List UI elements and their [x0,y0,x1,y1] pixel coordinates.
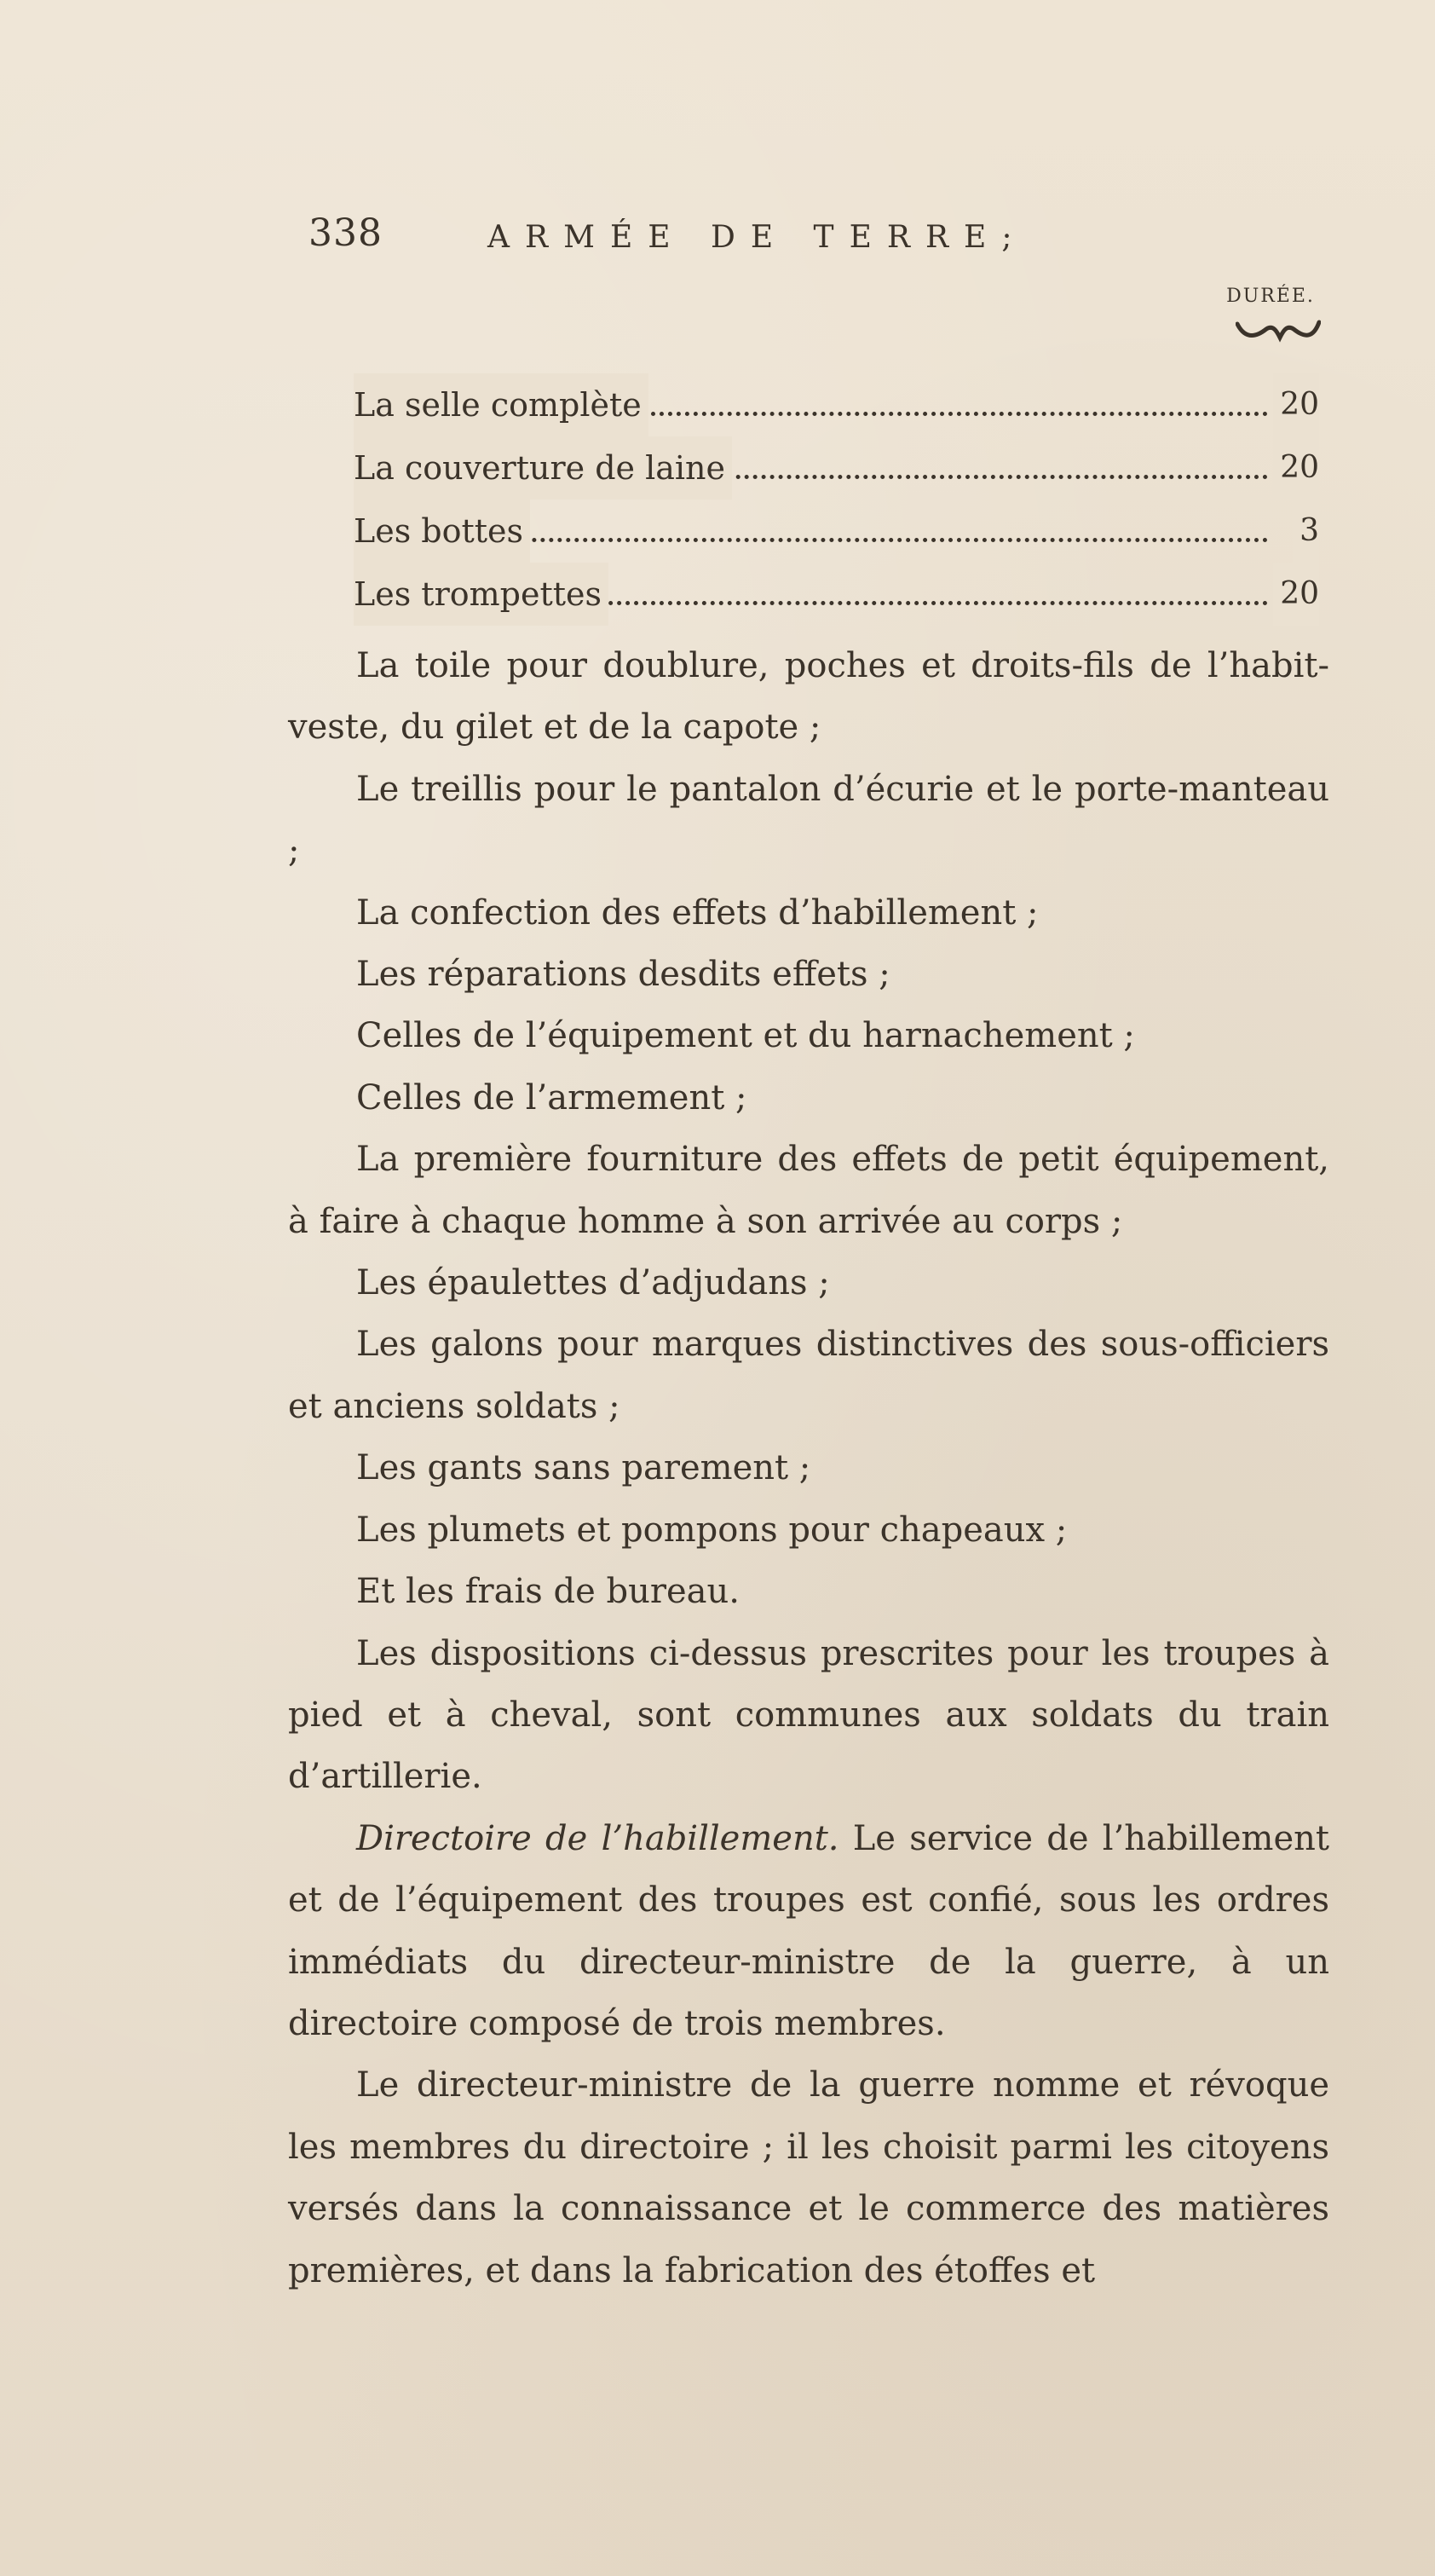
paragraph: Le directeur-ministre de la guerre nomme et révoque les membres du directoire ; il les choisit parmi les citoyens versés dans la connaissance et le commerce des matières premières, et dans la fabrication des étoffes et [288,2065,1329,2290]
list-item-label: Les bottes [354,512,524,550]
list-item-value: 20 [1273,563,1319,626]
paragraph: Les galons pour marques distinctives des sous-officiers et anciens soldats ; [288,1325,1329,1426]
paragraph: La confection des effets d’habillement ; [356,892,1039,933]
list-item-label: La selle complète [354,386,642,424]
list-item [354,500,1328,563]
list-item-value: 20 [1273,436,1319,500]
section-heading: Directoire de l’habillement. [356,1818,839,1858]
paragraph: Les plumets et pompons pour chapeaux ; [356,1510,1068,1550]
paragraph: Les réparations desdits effets ; [356,955,890,995]
paragraph: La première fourniture des effets de petit équipement, à faire à chaque homme à son arrivée au corps ; [288,1140,1329,1241]
list-item [354,436,1328,500]
paragraph: Le treillis pour le pantalon d’écurie et le porte-manteau ; [288,769,1329,871]
list-item-label: Les trompettes [354,575,602,613]
list-item [354,373,1328,436]
paragraph: Et les frais de bureau. [356,1572,740,1612]
paragraph-text: Le service de l’habillement et de l’équipement des troupes est confié, sous les ordres immédiats du directeur-ministre de la guerre, à un directoire composé de trois membres. [288,1818,1329,2043]
duration-list [354,373,1328,626]
list-item-value: 3 [1293,500,1319,563]
paragraph: Celles de l’équipement et du harnachement ; [356,1016,1135,1056]
duration-column-label: DURÉE. [1226,286,1315,307]
paragraph [288,1808,1329,2055]
duration-brace-icon [1236,317,1321,351]
running-head: ARMÉE DE TERRE; [487,220,1028,255]
paragraph: Les épaulettes d’adjudans ; [356,1263,830,1303]
paragraph: Celles de l’armement ; [356,1077,747,1118]
list-item-label: La couverture de laine [354,449,726,487]
paragraph: Les dispositions ci-dessus prescrites pour les troupes à pied et à cheval, sont communes aux soldats du train d’artillerie. [288,1633,1329,1797]
paragraph: La toile pour doublure, poches et droits-fils de l’habit-veste, du gilet et de la capote ; [288,646,1329,748]
list-item [354,563,1328,626]
paragraph: Les gants sans parement ; [356,1448,811,1488]
page-header [308,211,1288,271]
list-item-value: 20 [1273,373,1319,436]
body-text [288,635,1329,2302]
page-number: 338 [308,211,383,255]
